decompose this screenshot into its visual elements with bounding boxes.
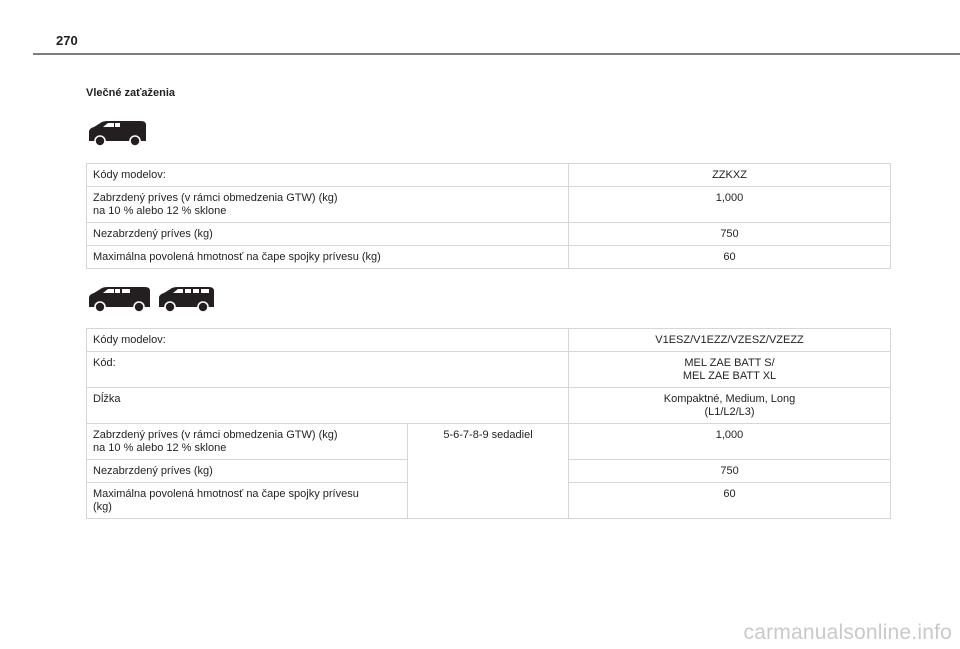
- header-rule: [33, 53, 960, 55]
- towing-table-2: [86, 328, 891, 519]
- row-label: Kódy modelov:: [87, 329, 569, 352]
- row-value: Kompaktné, Medium, Long (L1/L2/L3): [569, 388, 891, 424]
- page-number: 270: [56, 33, 78, 48]
- row-value: ZZKXZ: [569, 164, 891, 187]
- row-label: Dĺžka: [87, 388, 569, 424]
- table-row: [87, 329, 891, 352]
- table-row: [87, 223, 891, 246]
- minibus-side-icon: [156, 285, 216, 313]
- row-label: Maximálna povolená hmotnosť na čape spojky prívesu (kg): [87, 483, 408, 519]
- seating-cell: 5-6-7-8-9 sedadiel: [408, 424, 569, 519]
- row-value: 60: [569, 483, 891, 519]
- table-row: [87, 246, 891, 269]
- row-label: Kódy modelov:: [87, 164, 569, 187]
- watermark: carmanualsonline.info: [743, 621, 952, 644]
- row-label: Nezabrzdený príves (kg): [87, 460, 408, 483]
- row-value: 1,000: [569, 187, 891, 223]
- table-row: [87, 424, 891, 460]
- table-row: [87, 352, 891, 388]
- row-value: V1ESZ/V1EZZ/VZESZ/VZEZZ: [569, 329, 891, 352]
- table-row: [87, 164, 891, 187]
- towing-table-1: [86, 163, 891, 269]
- row-value: 750: [569, 460, 891, 483]
- row-label: Kód:: [87, 352, 569, 388]
- row-label: Nezabrzdený príves (kg): [87, 223, 569, 246]
- row-value: 60: [569, 246, 891, 269]
- table-row: [87, 187, 891, 223]
- section-title: Vlečné zaťaženia: [86, 87, 176, 99]
- row-value: 750: [569, 223, 891, 246]
- table-row: [87, 388, 891, 424]
- van-side-icon: [86, 285, 152, 313]
- row-value: 1,000: [569, 424, 891, 460]
- row-value: MEL ZAE BATT S/ MEL ZAE BATT XL: [569, 352, 891, 388]
- row-label: Zabrzdený príves (v rámci obmedzenia GTW) (kg) na 10 % alebo 12 % sklone: [87, 187, 569, 223]
- row-label: Maximálna povolená hmotnosť na čape spojky prívesu (kg): [87, 246, 569, 269]
- row-label: Zabrzdený príves (v rámci obmedzenia GTW) (kg) na 10 % alebo 12 % sklone: [87, 424, 408, 460]
- van-side-icon: [86, 119, 148, 147]
